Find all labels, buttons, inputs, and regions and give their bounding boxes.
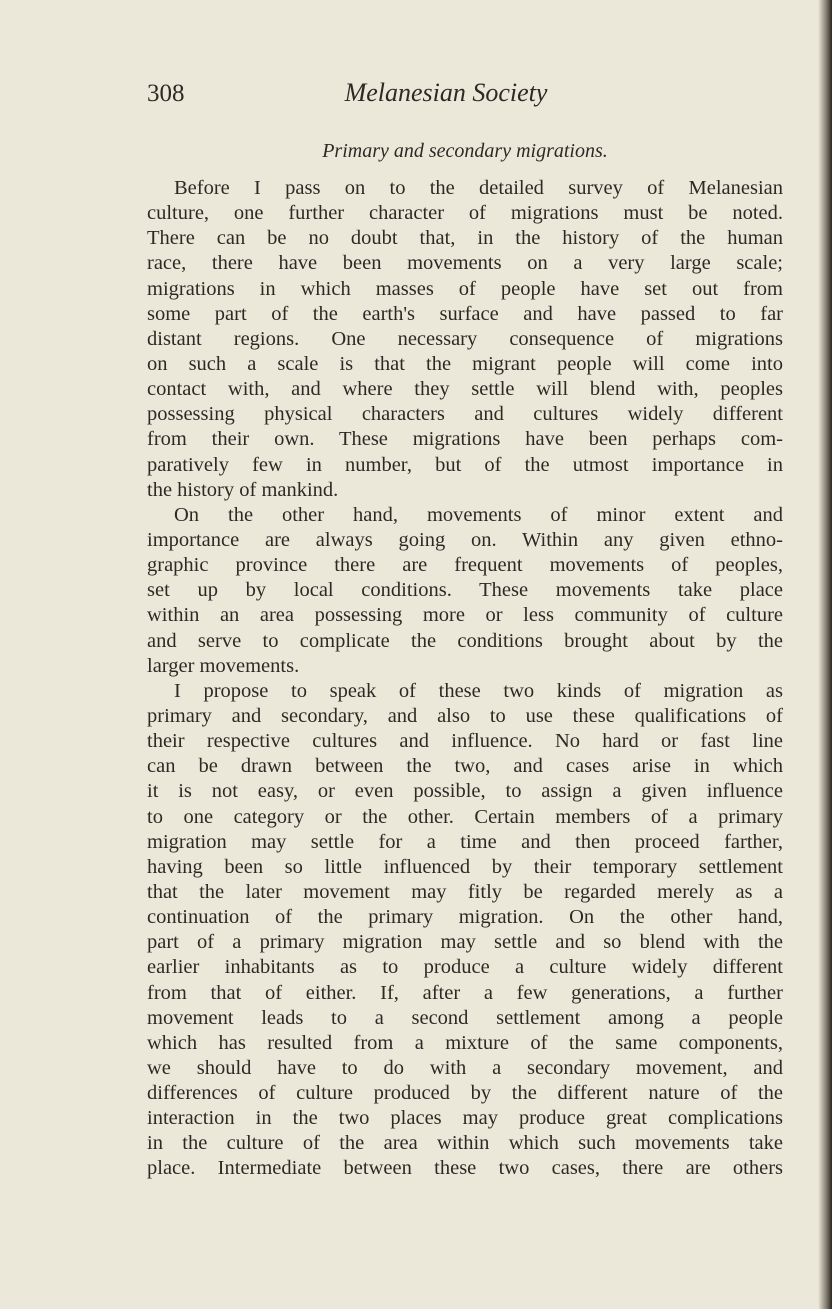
- page-number: 308: [147, 80, 185, 107]
- running-title: Melanesian Society: [344, 78, 548, 107]
- text-line: on such a scale is that the migrant people will come into: [147, 352, 783, 375]
- text-line: having been so little influenced by their temporary settlement: [147, 855, 783, 878]
- text-line: On the other hand, movements of minor extent and: [174, 503, 783, 526]
- text-line: migrations in which masses of people have set out from: [147, 277, 783, 300]
- text-line: culture, one further character of migrations must be noted.: [147, 202, 783, 225]
- text-line: migration may settle for a time and then proceed farther,: [147, 830, 783, 853]
- text-line: interaction in the two places may produce great complications: [147, 1107, 783, 1130]
- text-line: continuation of the primary migration. On the other hand,: [147, 906, 783, 929]
- text-line: movement leads to a second settlement among a people: [147, 1006, 783, 1029]
- text-line: There can be no doubt that, in the history of the human: [147, 227, 783, 250]
- text-line: place. Intermediate between these two cases, there are others: [147, 1157, 783, 1180]
- text-line: part of a primary migration may settle and so blend with the: [147, 931, 783, 954]
- text-line: differences of culture produced by the different nature of the: [147, 1082, 783, 1105]
- body-text: [147, 176, 783, 1182]
- text-line: to one category or the other. Certain members of a primary: [147, 805, 783, 828]
- text-line: within an area possessing more or less community of culture: [147, 604, 783, 627]
- text-line: race, there have been movements on a very large scale;: [147, 252, 783, 275]
- text-line: importance are always going on. Within any given ethno-: [147, 528, 783, 551]
- text-line: larger movements.: [147, 654, 300, 677]
- text-line: the history of mankind.: [147, 478, 339, 501]
- text-line: and serve to complicate the conditions brought about by the: [147, 629, 783, 652]
- text-line: paratively few in number, but of the utmost importance in: [147, 453, 783, 476]
- text-line: earlier inhabitants as to produce a culture widely different: [147, 956, 783, 979]
- text-line: I propose to speak of these two kinds of migration as: [174, 679, 783, 702]
- page-edge-shadow: [818, 0, 832, 1309]
- text-line: can be drawn between the two, and cases arise in which: [147, 755, 783, 778]
- text-line: from that of either. If, after a few generations, a further: [147, 981, 783, 1004]
- text-line: primary and secondary, and also to use these qualifications of: [147, 704, 783, 727]
- text-line: contact with, and where they settle will blend with, peoples: [147, 378, 783, 401]
- text-line: in the culture of the area within which such movements take: [147, 1132, 783, 1155]
- text-line: possessing physical characters and cultures widely different: [147, 403, 783, 426]
- text-line: their respective cultures and influence. No hard or fast line: [147, 730, 783, 753]
- text-line: graphic province there are frequent movements of peoples,: [147, 554, 783, 577]
- text-line: we should have to do with a secondary movement, and: [147, 1056, 783, 1079]
- text-line: distant regions. One necessary consequence of migrations: [147, 327, 783, 350]
- section-heading: Primary and secondary migrations.: [322, 140, 608, 162]
- text-line: it is not easy, or even possible, to assign a given influence: [147, 780, 783, 803]
- text-line: which has resulted from a mixture of the same components,: [147, 1031, 783, 1054]
- text-line: set up by local conditions. These movements take place: [147, 579, 783, 602]
- text-line: Before I pass on to the detailed survey of Melanesian: [174, 177, 783, 199]
- text-line: that the later movement may fitly be regarded merely as a: [147, 880, 783, 903]
- text-line: some part of the earth's surface and have passed to far: [147, 302, 783, 325]
- text-line: from their own. These migrations have been perhaps com-: [147, 428, 783, 451]
